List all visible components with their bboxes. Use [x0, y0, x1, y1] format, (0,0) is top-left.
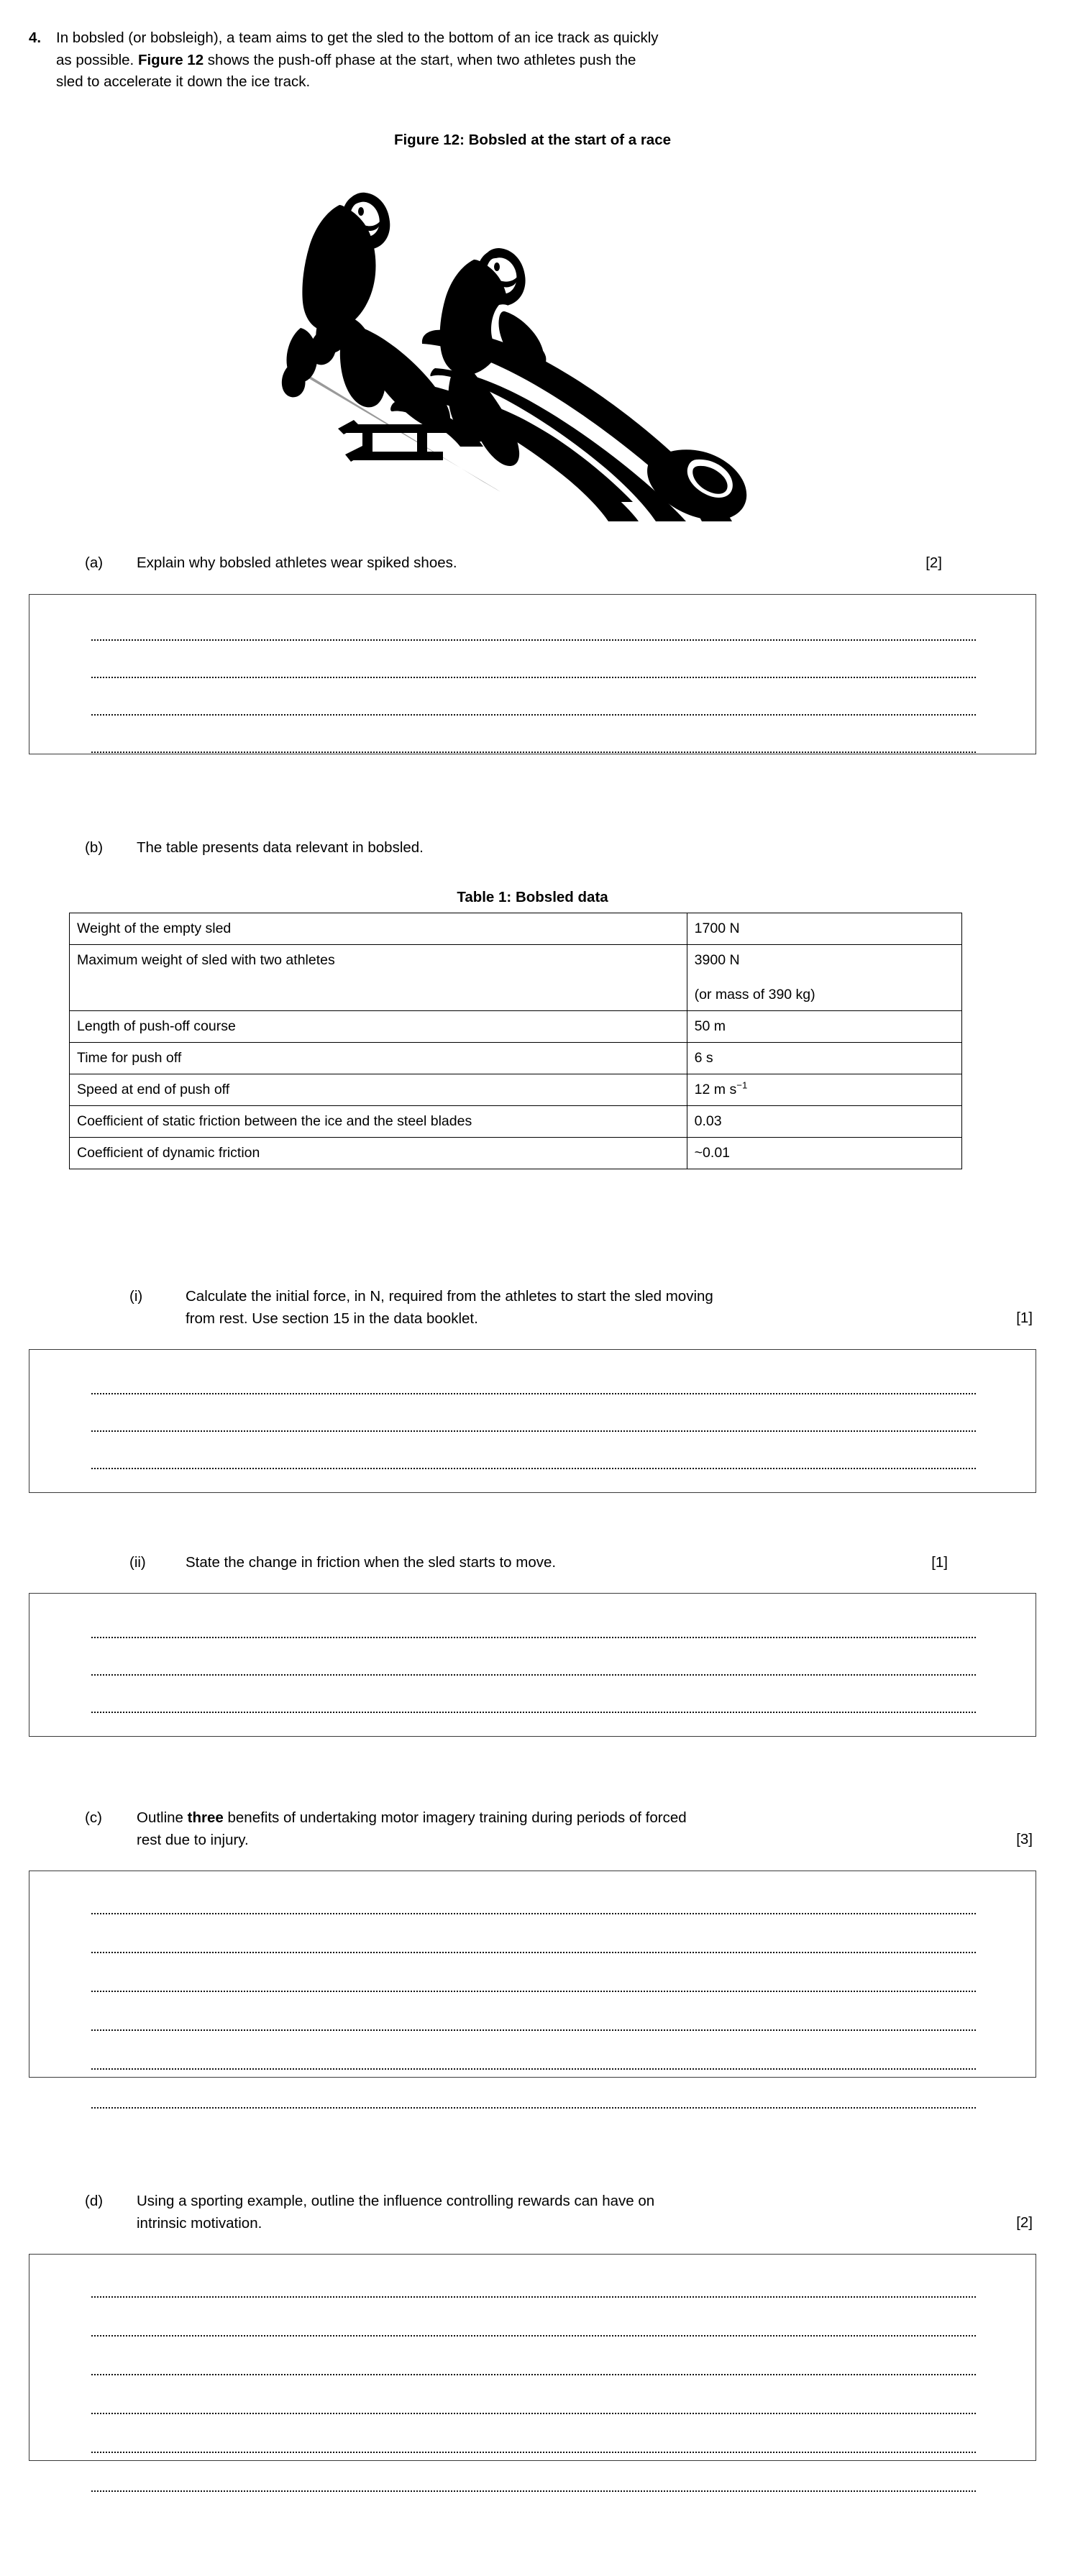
bobsled-svg — [268, 164, 785, 524]
answer-box-c[interactable] — [29, 1871, 1036, 2078]
table-cell-label: Time for push off — [70, 1043, 687, 1074]
part-b-i-text — [186, 1286, 905, 1330]
answer-line[interactable] — [91, 2335, 976, 2337]
answer-box-a[interactable] — [29, 594, 1036, 754]
stem-line-1: In bobsled (or bobsleigh), a team aims to get the sled to the bottom of an ice track as quickly — [56, 29, 659, 46]
table-cell-value: 0.03 — [687, 1106, 961, 1138]
table-cell-value: 50 m — [687, 1011, 961, 1043]
part-b-i-marks: [1] — [1016, 1310, 1033, 1326]
answer-lines-b-ii — [29, 1594, 1036, 1736]
part-b-ii — [0, 1552, 1065, 1574]
table-cell-value: 6 s — [687, 1043, 961, 1074]
table-cell-value — [687, 1074, 961, 1106]
answer-line[interactable] — [91, 1393, 976, 1394]
part-a — [0, 552, 1065, 575]
part-c — [0, 1807, 1065, 1851]
part-c-emphasis: three — [187, 1809, 224, 1826]
part-d-text — [137, 2191, 899, 2234]
part-a-label: (a) — [85, 554, 104, 571]
part-d-line-1: Using a sporting example, outline the influence controlling rewards can have on — [137, 2193, 655, 2209]
answer-lines-c — [29, 1871, 1036, 2077]
answer-lines-b-i — [29, 1350, 1036, 1492]
part-c-label: (c) — [85, 1809, 102, 1826]
part-b-ii-marks: [1] — [931, 1554, 948, 1571]
answer-line[interactable] — [91, 2107, 976, 2109]
answer-line[interactable] — [91, 1712, 976, 1713]
table-cell-label: Weight of the empty sled — [70, 913, 687, 945]
part-b-ii-label: (ii) — [129, 1554, 146, 1571]
part-c-line-1-pre: Outline — [137, 1809, 188, 1826]
answer-line[interactable] — [91, 752, 976, 753]
table-caption: Table 1: Bobsled data — [457, 889, 608, 905]
table-row — [70, 1106, 962, 1138]
table-cell-value — [687, 945, 961, 1011]
part-b-text: The table presents data relevant in bobsled. — [137, 839, 424, 856]
part-b-i-line-1: Calculate the initial force, in N, required from the athletes to start the sled moving — [186, 1288, 713, 1305]
answer-line[interactable] — [91, 1991, 976, 1992]
answer-line[interactable] — [91, 677, 976, 678]
part-b-ii-text: State the change in friction when the sled starts to move. — [186, 1554, 557, 1571]
table-value-secondary: (or mass of 390 kg) — [694, 987, 815, 1002]
table-cell-label: Maximum weight of sled with two athletes — [70, 945, 687, 1011]
table-value-primary: 12 m s — [694, 1082, 737, 1097]
answer-box-d[interactable] — [29, 2254, 1036, 2461]
answer-line[interactable] — [91, 2029, 976, 2031]
part-d-line-2: intrinsic motivation. — [137, 2214, 262, 2232]
bobsled-illustration — [268, 164, 785, 524]
table-cell-label: Coefficient of static friction between the ice and the steel blades — [70, 1106, 687, 1138]
question-number: 4. — [29, 29, 42, 46]
table-row — [70, 913, 962, 945]
part-d-label: (d) — [85, 2193, 104, 2209]
answer-line[interactable] — [91, 1468, 976, 1469]
answer-line[interactable] — [91, 2490, 976, 2492]
table-cell-label: Length of push-off course — [70, 1011, 687, 1043]
part-b-label: (b) — [85, 839, 104, 856]
part-a-marks: [2] — [925, 554, 942, 571]
part-b-i-line-2: from rest. Use section 15 in the data booklet. — [186, 1310, 478, 1327]
answer-line[interactable] — [91, 714, 976, 716]
answer-line[interactable] — [91, 1674, 976, 1676]
part-b-i-label: (i) — [129, 1288, 143, 1305]
answer-line[interactable] — [91, 1430, 976, 1432]
answer-lines-d — [29, 2255, 1036, 2460]
answer-lines-a — [29, 595, 1036, 754]
part-d — [0, 2191, 1065, 2234]
table-cell-label: Coefficient of dynamic friction — [70, 1138, 687, 1169]
table-cell-label: Speed at end of push off — [70, 1074, 687, 1106]
figure-caption: Figure 12: Bobsled at the start of a race — [393, 132, 672, 148]
table-value-primary: 3900 N — [694, 952, 740, 968]
part-c-text — [137, 1807, 899, 1851]
answer-line[interactable] — [91, 1637, 976, 1638]
figure-reference: Figure 12 — [137, 51, 204, 68]
part-d-marks: [2] — [1016, 2214, 1033, 2231]
answer-line[interactable] — [91, 2296, 976, 2298]
answer-line[interactable] — [91, 2068, 976, 2070]
table-row — [70, 945, 962, 1011]
answer-line[interactable] — [91, 639, 976, 641]
part-a-text: Explain why bobsled athletes wear spiked shoes. — [137, 554, 457, 571]
bobsled-data-table — [69, 913, 962, 1169]
answer-box-b-i[interactable] — [29, 1349, 1036, 1493]
part-c-line-1-post: benefits of undertaking motor imagery training during periods of forced — [223, 1809, 687, 1826]
part-b-i — [0, 1286, 1065, 1330]
table-cell-value: ~0.01 — [687, 1138, 961, 1169]
table-row — [70, 1043, 962, 1074]
answer-box-b-ii[interactable] — [29, 1593, 1036, 1737]
part-c-line-2: rest due to injury. — [137, 1831, 249, 1848]
answer-line[interactable] — [91, 2413, 976, 2414]
table-row — [70, 1074, 962, 1106]
question-stem-text — [56, 27, 984, 93]
part-b — [0, 837, 1065, 859]
question-stem — [0, 27, 1065, 93]
table-row — [70, 1138, 962, 1169]
answer-line[interactable] — [91, 1913, 976, 1914]
stem-line-2-post: shows the push-off phase at the start, when two athletes push the — [204, 51, 636, 68]
part-c-marks: [3] — [1016, 1831, 1033, 1847]
table-value-exponent: −1 — [736, 1079, 748, 1091]
stem-line-3: sled to accelerate it down the ice track. — [56, 73, 311, 90]
stem-line-2-pre: as possible. — [56, 51, 138, 68]
table-cell-value: 1700 N — [687, 913, 961, 945]
answer-line[interactable] — [91, 2374, 976, 2375]
answer-line[interactable] — [91, 1952, 976, 1953]
table-row — [70, 1011, 962, 1043]
answer-line[interactable] — [91, 2452, 976, 2453]
